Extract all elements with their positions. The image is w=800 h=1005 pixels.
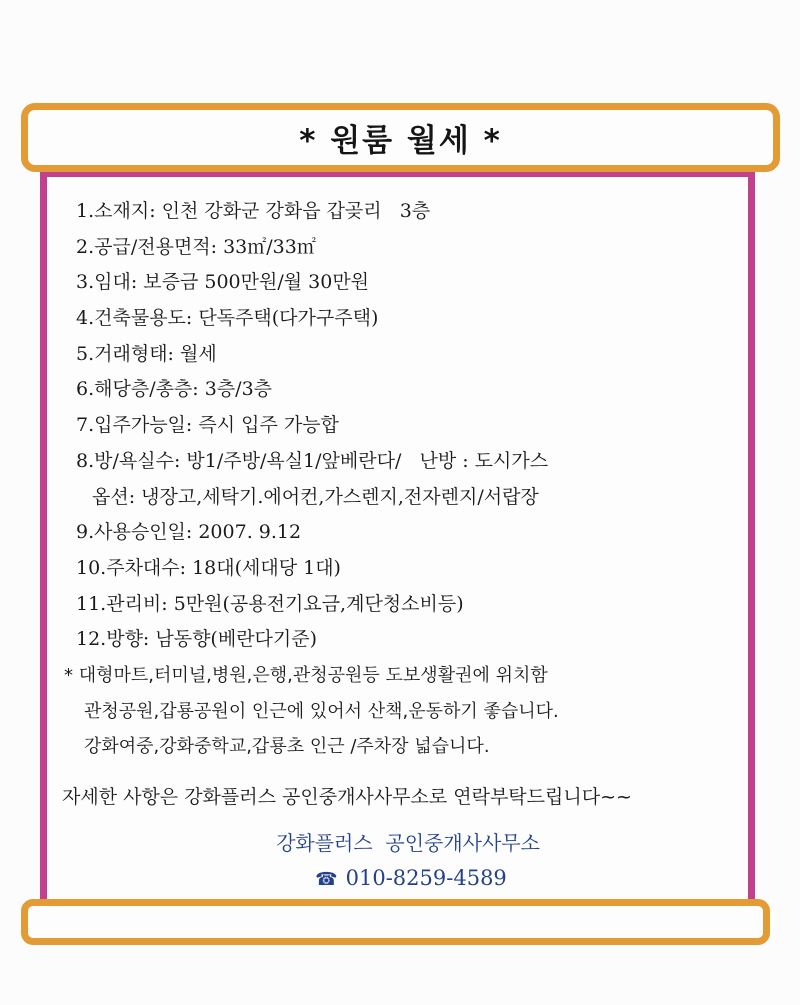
detail-maintenance-fee: 11.관리비: 5만원(공용전기요금,계단청소비등) <box>76 592 464 615</box>
detail-area: 2.공급/전용면적: 33㎡/33㎡ <box>76 235 316 258</box>
detail-direction: 12.방향: 남동향(베란다기준) <box>76 628 318 651</box>
detail-deal-type: 5.거래형태: 월세 <box>76 342 217 365</box>
phone-number[interactable]: 010-8259-4589 <box>345 866 507 890</box>
page-title: * 원룸 월세 * <box>299 123 502 159</box>
detail-approval-date: 9.사용승인일: 2007. 9.12 <box>76 521 302 544</box>
bottom-banner <box>21 899 770 945</box>
detail-building-use: 4.건축물용도: 단독주택(다가구주택) <box>76 307 379 330</box>
title-banner <box>21 103 780 172</box>
phone-row <box>0 866 800 890</box>
detail-location: 1.소재지: 인천 강화군 강화읍 갑곶리 3층 <box>76 200 431 222</box>
listing-details <box>64 194 559 765</box>
detail-floor: 6.해당층/총층: 3층/3층 <box>76 378 273 401</box>
detail-move-in: 7.입주가능일: 즉시 입주 가능합 <box>76 414 339 437</box>
detail-options: 옵션: 냉장고,세탁기.에어컨,가스렌지,전자렌지/서랍장 <box>92 485 539 508</box>
phone-icon: ☎ <box>315 869 338 890</box>
detail-parking: 10.주차대수: 18대(세대당 1대) <box>76 556 341 579</box>
contact-message: 자세한 사항은 강화플러스 공인중개사사무소로 연락부탁드립니다~~ <box>62 786 632 808</box>
detail-rooms: 8.방/욕실수: 방1/주방/욕실1/앞베란다/ 난방 : 도시가스 <box>76 449 549 472</box>
agency-name: 강화플러스 공인중개사사무소 <box>276 831 540 855</box>
note-schools: 강화여중,강화중학교,갑룡초 인근 /주차장 넓습니다. <box>84 736 490 758</box>
detail-rent: 3.임대: 보증금 500만원/월 30만원 <box>76 271 370 294</box>
note-parks: 관청공원,갑룡공원이 인근에 있어서 산책,운동하기 좋습니다. <box>84 700 559 722</box>
note-amenities: * 대형마트,터미널,병원,은행,관청공원등 도보생활권에 위치함 <box>64 664 548 686</box>
